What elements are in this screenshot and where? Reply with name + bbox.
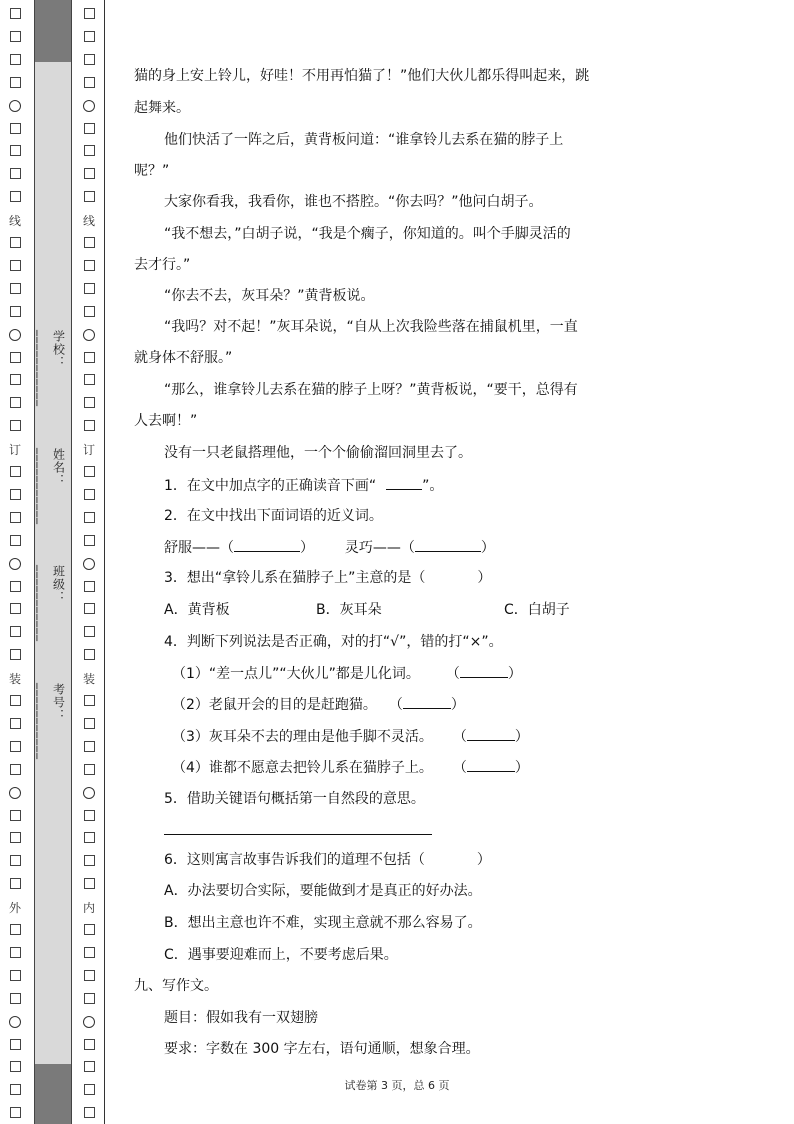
binding-box <box>74 397 104 411</box>
school-field: 学校：___________ <box>36 330 66 407</box>
binding-box <box>74 1107 104 1121</box>
binding-box <box>0 466 30 480</box>
binding-mark-text: 装 <box>8 672 21 687</box>
class-field: 班级：___________ <box>36 565 66 642</box>
binding-box <box>0 489 30 503</box>
binding-hole-circle <box>74 100 104 115</box>
binding-box <box>0 397 30 411</box>
answer-blank[interactable] <box>234 537 300 552</box>
binding-margin-outer <box>0 0 30 1124</box>
writing-topic: 题目：假如我有一双翅膀 <box>164 1010 318 1026</box>
passage-line: “我吗？对不起！”灰耳朵说，“自从上次我险些落在捕鼠机里，一直 <box>164 319 578 335</box>
binding-box <box>74 947 104 961</box>
question-3-option-b[interactable]: B．灰耳朵 <box>316 602 382 618</box>
passage-line: 人去啊！” <box>134 413 198 429</box>
binding-box <box>0 924 30 938</box>
binding-box <box>0 512 30 526</box>
binding-box <box>0 810 30 824</box>
passage-line: 呢？” <box>134 163 170 179</box>
binding-hole-circle <box>74 558 104 573</box>
question-4: 4．判断下列说法是否正确，对的打“√”，错的打“×”。 <box>164 634 503 650</box>
binding-box <box>74 581 104 595</box>
answer-blank[interactable] <box>460 663 508 678</box>
binding-box <box>0 31 30 45</box>
binding-box <box>74 31 104 45</box>
exam-number-field: 考号：___________ <box>36 682 66 760</box>
binding-box <box>74 718 104 732</box>
binding-box <box>0 1107 30 1121</box>
binding-box <box>0 260 30 274</box>
binding-box <box>74 764 104 778</box>
binding-mark-text: 外 <box>8 901 21 916</box>
passage-line: “我不想去，”白胡子说，“我是个瘸子，你知道的。叫个手脚灵活的 <box>164 226 571 242</box>
question-4-item-3: （3）灰耳朵不去的理由是他手脚不灵活。 （ ） <box>172 726 529 747</box>
binding-box <box>0 168 30 182</box>
question-4-item-2: （2）老鼠开会的目的是赶跑猫。 （ ） <box>172 694 465 715</box>
binding-box <box>0 77 30 91</box>
question-6: 6．这则寓言故事告诉我们的道理不包括（ ） <box>164 852 491 868</box>
binding-box <box>0 581 30 595</box>
binding-box <box>0 855 30 869</box>
binding-box <box>0 603 30 617</box>
answer-blank[interactable] <box>467 726 515 741</box>
binding-box <box>74 352 104 366</box>
binding-box <box>74 466 104 480</box>
name-field: 姓名：___________ <box>36 447 66 525</box>
binding-box <box>0 145 30 159</box>
binding-box <box>74 489 104 503</box>
binding-box <box>74 145 104 159</box>
binding-hole-circle <box>0 787 30 802</box>
question-6-option-b[interactable]: B．想出主意也许不难，实现主意就不那么容易了。 <box>164 915 482 931</box>
binding-dark-block-bottom <box>35 1064 71 1124</box>
binding-mark-text: 线 <box>8 214 21 229</box>
binding-box <box>74 8 104 22</box>
binding-box <box>0 374 30 388</box>
binding-margin-inner <box>74 0 102 1124</box>
binding-box <box>0 8 30 22</box>
binding-box <box>0 535 30 549</box>
binding-box <box>0 764 30 778</box>
binding-box <box>0 695 30 709</box>
binding-box <box>74 535 104 549</box>
binding-box <box>74 924 104 938</box>
passage-line: “那么，谁拿铃儿去系在猫的脖子上呀？”黄背板说，“要干，总得有 <box>164 382 578 398</box>
binding-box <box>0 878 30 892</box>
binding-mark-text: 订 <box>8 443 21 458</box>
binding-box <box>74 810 104 824</box>
question-5: 5．借助关键语句概括第一自然段的意思。 <box>164 791 425 807</box>
page-footer: 试卷第 3 页，总 6 页 <box>344 1079 450 1092</box>
question-2-items: 舒服——（ ） 灵巧——（ ） <box>164 537 495 558</box>
binding-mark-text: 线 <box>82 214 95 229</box>
binding-box <box>74 306 104 320</box>
binding-box <box>74 260 104 274</box>
binding-box <box>0 352 30 366</box>
binding-box <box>74 832 104 846</box>
binding-box <box>74 374 104 388</box>
binding-hole-circle <box>0 100 30 115</box>
passage-line: 去才行。” <box>134 257 191 273</box>
binding-box <box>74 283 104 297</box>
binding-hole-circle <box>0 329 30 344</box>
binding-box <box>0 237 30 251</box>
binding-box <box>74 649 104 663</box>
passage-line: 大家你看我，我看你，谁也不搭腔。“你去吗？”他问白胡子。 <box>164 194 543 210</box>
binding-box <box>0 1039 30 1053</box>
binding-box <box>74 512 104 526</box>
answer-line[interactable] <box>164 834 432 835</box>
binding-box <box>0 191 30 205</box>
page-border-line <box>104 0 105 1124</box>
binding-box <box>0 283 30 297</box>
answer-blank[interactable] <box>403 694 451 709</box>
binding-box <box>0 970 30 984</box>
binding-mark-text: 订 <box>82 443 95 458</box>
binding-hole-circle <box>74 787 104 802</box>
binding-box <box>0 649 30 663</box>
binding-box <box>74 993 104 1007</box>
binding-box <box>74 123 104 137</box>
binding-box <box>74 191 104 205</box>
binding-box <box>0 123 30 137</box>
binding-box <box>74 603 104 617</box>
binding-box <box>0 306 30 320</box>
binding-box <box>74 77 104 91</box>
binding-box <box>0 741 30 755</box>
binding-hole-circle <box>74 329 104 344</box>
answer-blank[interactable] <box>467 757 515 772</box>
binding-box <box>74 1039 104 1053</box>
answer-blank[interactable] <box>386 475 422 490</box>
binding-mark-text: 装 <box>82 672 95 687</box>
passage-line: 猫的身上安上铃儿，好哇！不用再怕猫了！”他们大伙儿都乐得叫起来，跳 <box>134 68 590 84</box>
question-4-item-4: （4）谁都不愿意去把铃儿系在猫脖子上。 （ ） <box>172 757 529 778</box>
passage-line: 起舞来。 <box>134 100 190 116</box>
writing-requirement: 要求：字数在 300 字左右，语句通顺，想象合理。 <box>164 1041 480 1057</box>
binding-box <box>74 168 104 182</box>
question-6-option-c[interactable]: C．遇事要迎难而上，不要考虑后果。 <box>164 947 398 963</box>
passage-line: 他们快活了一阵之后，黄背板问道：“谁拿铃儿去系在猫的脖子上 <box>164 132 564 148</box>
passage-line: 没有一只老鼠搭理他，一个个偷偷溜回洞里去了。 <box>164 445 472 461</box>
binding-box <box>0 626 30 640</box>
binding-box <box>74 420 104 434</box>
binding-box <box>74 878 104 892</box>
question-2: 2．在文中找出下面词语的近义词。 <box>164 508 383 524</box>
question-3: 3．想出“拿铃儿系在猫脖子上”主意的是（ ） <box>164 570 492 586</box>
binding-hole-circle <box>74 1016 104 1031</box>
question-6-option-a[interactable]: A．办法要切合实际，要能做到才是真正的好办法。 <box>164 883 482 899</box>
binding-dark-block-top <box>35 0 71 62</box>
question-3-option-a[interactable]: A．黄背板 <box>164 602 230 618</box>
answer-blank[interactable] <box>415 537 481 552</box>
question-3-option-c[interactable]: C．白胡子 <box>504 602 570 618</box>
question-4-item-1: （1）“差一点儿”“大伙儿”都是儿化词。 （ ） <box>172 663 522 684</box>
binding-box <box>74 626 104 640</box>
binding-mark-text: 内 <box>82 901 95 916</box>
passage-line: 就身体不舒服。” <box>134 350 233 366</box>
binding-box <box>74 1061 104 1075</box>
binding-box <box>0 993 30 1007</box>
binding-box <box>0 832 30 846</box>
binding-hole-circle <box>0 558 30 573</box>
binding-box <box>74 54 104 68</box>
passage-line: “你去不去，灰耳朵？”黄背板说。 <box>164 288 375 304</box>
binding-box <box>0 947 30 961</box>
binding-hole-circle <box>0 1016 30 1031</box>
binding-box <box>74 237 104 251</box>
binding-box <box>0 718 30 732</box>
student-info-column <box>34 330 70 800</box>
binding-box <box>74 741 104 755</box>
binding-box <box>74 970 104 984</box>
binding-box <box>0 420 30 434</box>
question-1: 1．在文中加点字的正确读音下画“ ”。 <box>164 475 443 496</box>
binding-box <box>0 54 30 68</box>
binding-box <box>0 1061 30 1075</box>
section-heading: 九、写作文。 <box>134 978 218 994</box>
binding-box <box>74 695 104 709</box>
binding-box <box>74 855 104 869</box>
